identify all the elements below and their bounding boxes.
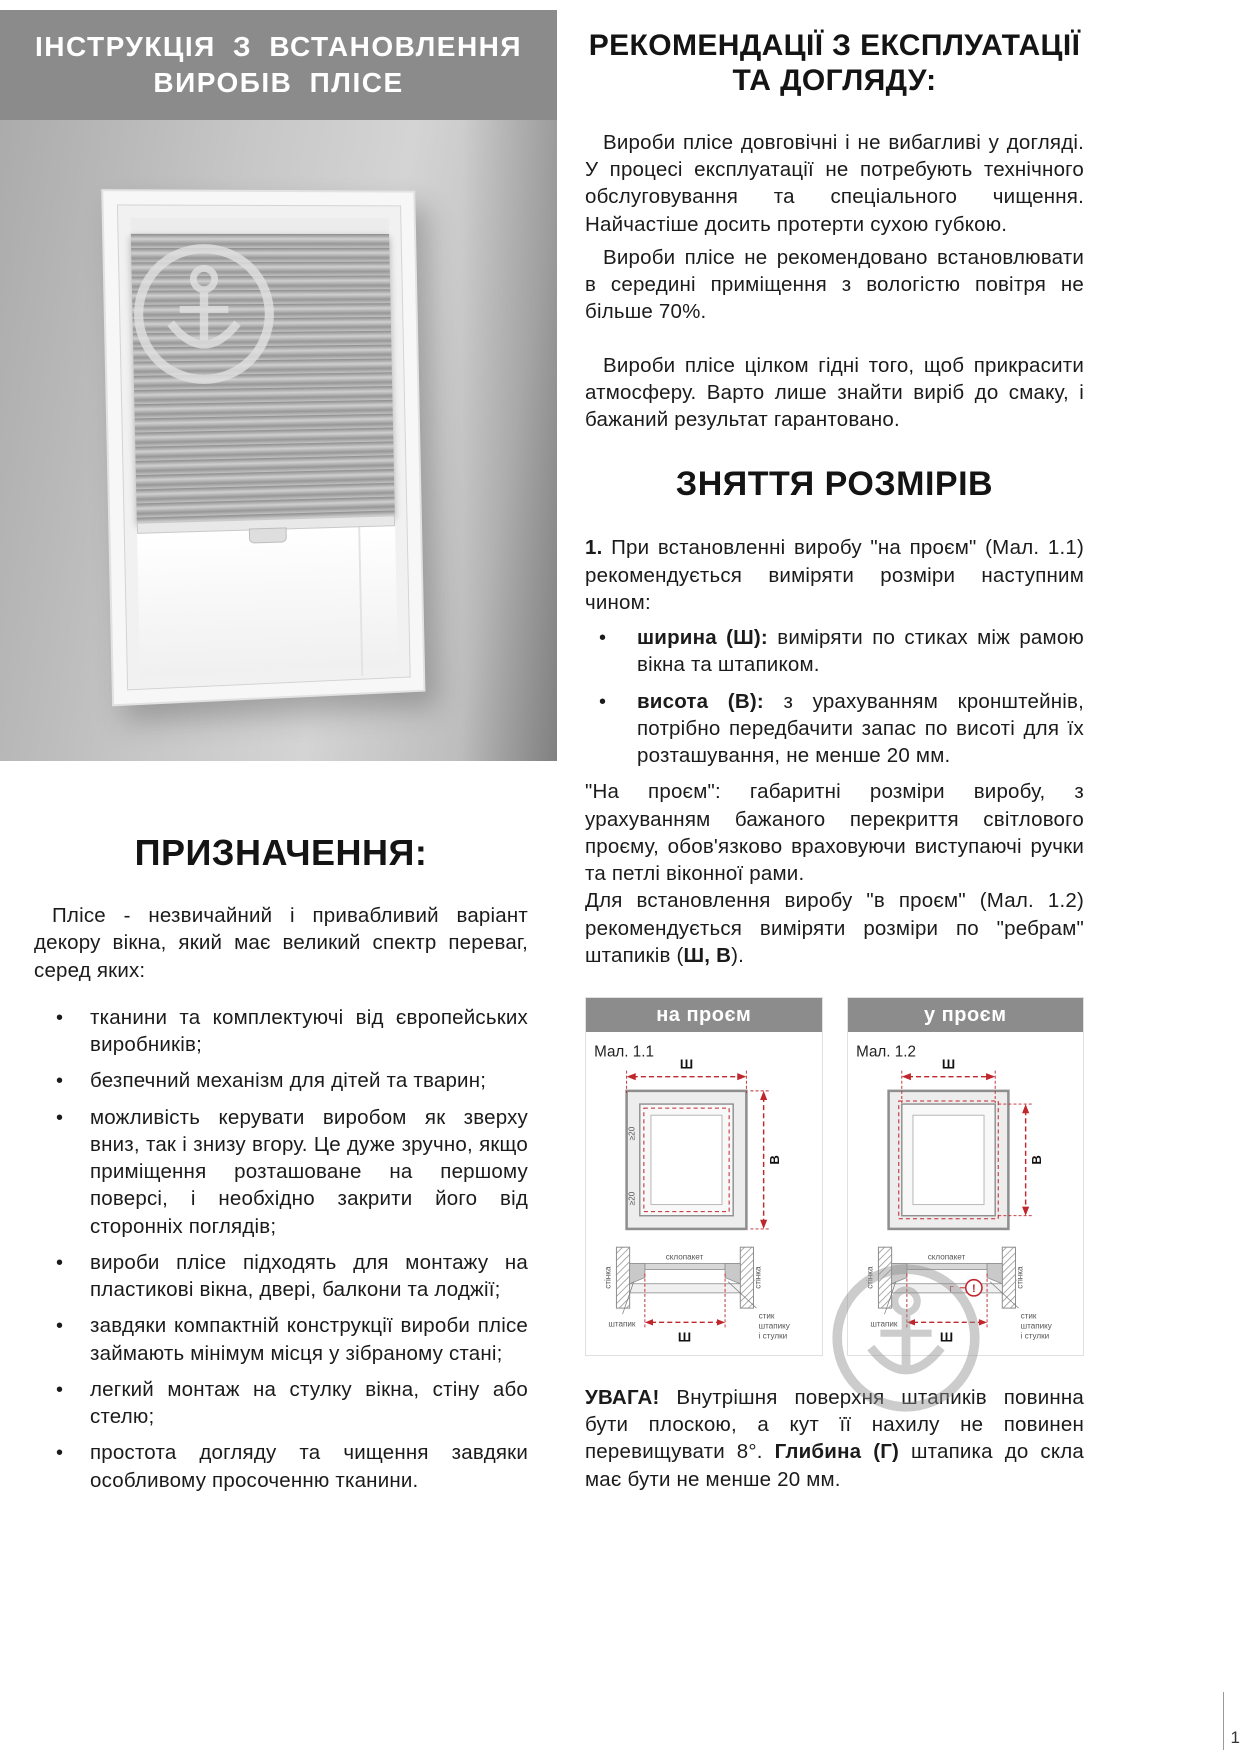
diagram-figure-1-1 bbox=[586, 1032, 822, 1355]
measuring-step-1 bbox=[585, 534, 1084, 616]
bottom-width-label: Ш bbox=[677, 1329, 692, 1345]
blind-headrail bbox=[130, 218, 389, 235]
warning-note bbox=[585, 1384, 1084, 1493]
purpose-title: ПРИЗНАЧЕННЯ: bbox=[134, 832, 428, 873]
v-proem-dims: Ш, В bbox=[683, 943, 732, 967]
depth-label: Г bbox=[949, 1284, 954, 1294]
alert-exclamation-icon: ! bbox=[971, 1282, 976, 1295]
width-term: ширина (Ш): bbox=[637, 626, 768, 650]
glazing-label: склопакет bbox=[665, 1252, 704, 1262]
list-item: • вироби плісе підходять для монтажу на пластикові вікна, двері, балкони та лоджії; bbox=[34, 1249, 528, 1304]
width-dim-label: Ш bbox=[941, 1056, 955, 1072]
right-column bbox=[585, 28, 1084, 1493]
height-dim-label: В bbox=[766, 1155, 782, 1165]
measuring-list bbox=[585, 624, 1084, 769]
blind-handle bbox=[249, 527, 287, 543]
list-item: • тканини та комплектуючі від європейських виробників; bbox=[34, 1004, 528, 1059]
wall-label: стінка bbox=[1015, 1266, 1025, 1289]
list-item: • легкий монтаж на стулку вікна, стіну або стелю; bbox=[34, 1376, 528, 1431]
glazing-label: склопакет bbox=[927, 1252, 965, 1262]
wall-label: стінка bbox=[753, 1266, 763, 1289]
care-paragraph-3: Вироби плісе цілком гідні того, щоб прикрасити атмосферу. Варто лише знайти виріб до смаку, і бажаний результат гарантовано. bbox=[585, 353, 1084, 432]
purpose-section bbox=[34, 832, 528, 1503]
height-definition: з урахуванням кронштейнів, потрібно передбачити запас по висоті для їх розташування, не менше 20 мм. bbox=[637, 689, 1084, 768]
figure-caption: Мал. 1.2 bbox=[855, 1043, 916, 1061]
page-footer bbox=[1223, 1692, 1240, 1750]
diagram-u-proem bbox=[847, 997, 1085, 1356]
list-item: • завдяки компактній конструкції вироби плісе займають мінімум місця у зібраному стані; bbox=[34, 1312, 528, 1367]
warning-label: УВАГА! bbox=[585, 1385, 660, 1409]
joint-label: і стулки bbox=[758, 1331, 788, 1341]
joint-label: і стулки bbox=[1020, 1331, 1049, 1341]
diagram-figure-1-2 bbox=[848, 1032, 1084, 1355]
measuring-title: ЗНЯТТЯ РОЗМІРІВ bbox=[675, 465, 994, 504]
bead-label: штапик bbox=[869, 1319, 897, 1329]
diagram-na-proem bbox=[585, 997, 823, 1356]
list-item: • простота догляду та чищення завдяки особливому просоченню тканини. bbox=[34, 1439, 528, 1494]
joint-label: штапику bbox=[758, 1321, 790, 1331]
gap-label: ≥20 bbox=[627, 1126, 637, 1141]
wall-label: стінка bbox=[603, 1266, 613, 1289]
purpose-intro: Плісе - незвичайний і привабливий варіант декору вікна, який має великий спектр переваг, серед яких: bbox=[34, 904, 528, 982]
width-definition: виміряти по стиках між рамою вікна та штапиком. bbox=[637, 626, 1084, 677]
window-sash bbox=[118, 205, 410, 689]
height-dim-label: В bbox=[1028, 1155, 1044, 1165]
care-title-line2: ТА ДОГЛЯДУ: bbox=[732, 64, 937, 98]
gap-label: ≥20 bbox=[627, 1191, 637, 1206]
na-proem-note: "На проєм": габаритні розміри виробу, з урахуванням бажаного перекриття світлового проєму, обов'язково враховуючи виступаючі ручки та петлі віконної рами. bbox=[585, 780, 1084, 886]
v-proem-note bbox=[585, 887, 1084, 969]
footer-divider bbox=[1223, 1692, 1224, 1750]
measurement-diagrams bbox=[585, 997, 1084, 1356]
wall-shadow bbox=[462, 120, 557, 761]
pleated-blind bbox=[131, 234, 395, 523]
page-number: 1 bbox=[1230, 1728, 1240, 1747]
wall-label: стінка bbox=[864, 1266, 874, 1289]
care-title-line1: РЕКОМЕНДАЦІЇ З ЕКСПЛУАТАЦІЇ bbox=[588, 29, 1081, 62]
bead-label: штапик bbox=[608, 1319, 636, 1329]
joint-label: стик bbox=[1020, 1311, 1036, 1321]
care-paragraph-2: Вироби плісе не рекомендовано встановлювати в середині приміщення з вологістю повітря не більше 70%. bbox=[585, 245, 1084, 324]
bottom-width-label: Ш bbox=[939, 1329, 953, 1345]
joint-label: стик bbox=[758, 1311, 775, 1321]
diagram-header: на проєм bbox=[586, 998, 822, 1032]
warning-depth-term: Глибина (Г) bbox=[774, 1440, 900, 1464]
left-header-title-line1: ІНСТРУКЦІЯ З ВСТАНОВЛЕННЯ bbox=[34, 30, 523, 62]
product-photo bbox=[0, 120, 557, 761]
step-number: 1. bbox=[585, 536, 603, 560]
list-item bbox=[585, 688, 1084, 770]
window-illustration bbox=[101, 189, 425, 706]
v-proem-text: Для встановлення виробу "в проєм" (Мал. 1.2) рекомендується виміряти розміри по "ребрам" штапиків ( bbox=[585, 889, 1084, 967]
figure-caption: Мал. 1.1 bbox=[594, 1043, 654, 1061]
v-proem-text-end: ). bbox=[731, 943, 745, 967]
step-text: При встановленні виробу "на проєм" (Мал. 1.1) рекомендується виміряти розміри наступним чином: bbox=[585, 536, 1084, 614]
left-header-banner bbox=[0, 10, 557, 120]
warning-text-2: штапика до скла має бути не менше 20 мм. bbox=[585, 1440, 1085, 1491]
diagram-header: у проєм bbox=[848, 998, 1084, 1032]
width-dim-label: Ш bbox=[679, 1056, 694, 1072]
list-item: • безпечний механізм для дітей та тварин; bbox=[34, 1067, 528, 1094]
care-title bbox=[585, 28, 1084, 99]
purpose-list bbox=[34, 1004, 528, 1494]
care-paragraph-1: Вироби плісе довговічні і не вибагливі у догляді. У процесі експлуатації не потребують технічного обслуговування та спеціального чищення. Найчастіше досить протерти сухою губкою. bbox=[585, 130, 1084, 236]
height-term: висота (В): bbox=[637, 689, 764, 713]
list-item: • можливість керувати виробом як зверху вниз, так і знизу вгору. Це дуже зручно, якщо приміщення розташоване на першому поверсі, і необхідно закрити його від сторонніх поглядів; bbox=[34, 1104, 528, 1240]
joint-label: штапику bbox=[1020, 1321, 1052, 1331]
warning-text-1: Внутрішня поверхня штапиків повинна бути плоскою, а кут її нахилу не повинен перевищувати 8°. bbox=[585, 1385, 1084, 1464]
list-item bbox=[585, 624, 1084, 679]
left-header-title-line2: ВИРОБІВ ПЛІСЕ bbox=[153, 66, 404, 98]
